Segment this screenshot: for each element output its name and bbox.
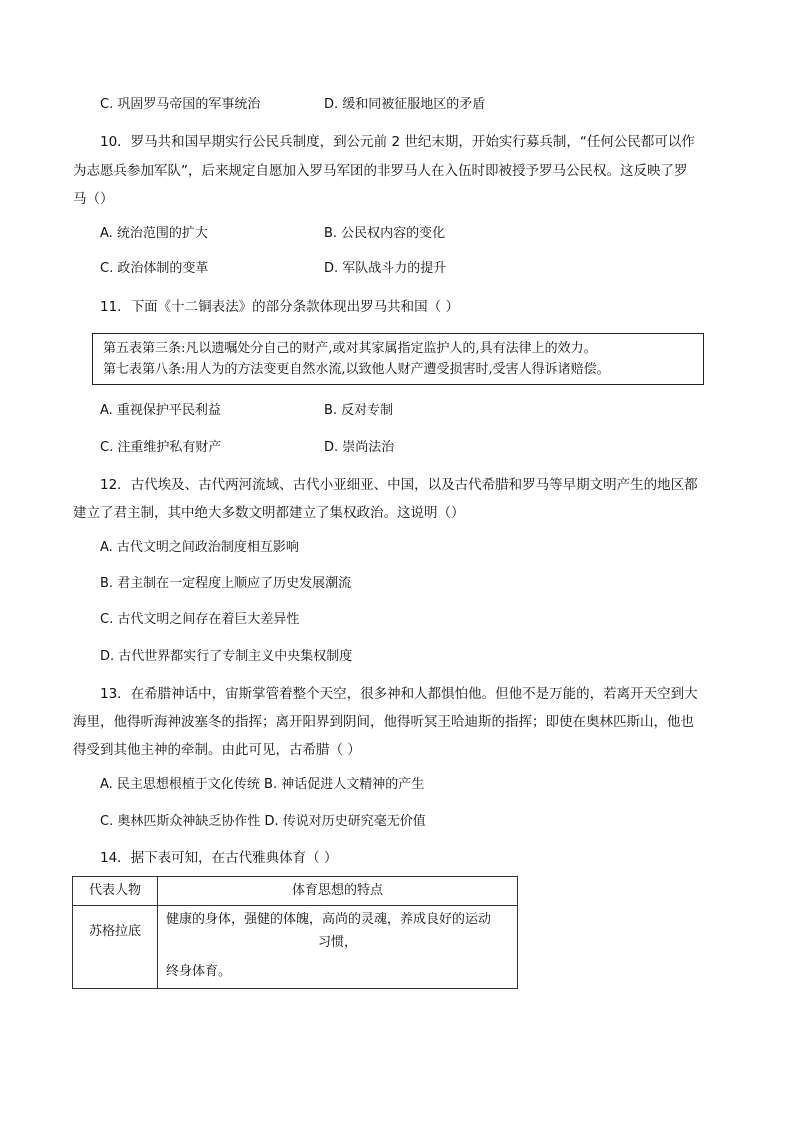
q11-option-d: D. 崇尚法治 xyxy=(324,440,395,455)
q10-stem-line2: 为志愿兵参加军队”，后来规定自愿加入罗马军团的非罗马人在入伍时即被授予罗马公民权。这反映了罗 xyxy=(73,163,688,179)
q11-option-a: A. 重视保护平民利益 xyxy=(100,403,221,418)
characteristics-line2: 习惯， xyxy=(317,935,357,950)
table-row xyxy=(73,906,518,989)
table-header-figure: 代表人物 xyxy=(73,877,158,906)
table-header-row xyxy=(73,877,518,906)
q12-option-d: D. 古代世界都实行了专制主义中央集权制度 xyxy=(100,649,353,664)
q11-option-c: C. 注重维护私有财产 xyxy=(100,440,222,455)
q12-stem-line2: 建立了君主制，其中绝大多数文明都建立了集权政治。这说明（） xyxy=(73,505,465,521)
q13-options-ab: A. 民主思想根植于文化传统 B. 神话促进人文精神的产生 xyxy=(100,777,425,792)
q10-option-c: C. 政治体制的变革 xyxy=(100,261,209,276)
characteristics-line1: 健康的身体，强健的体魄，高尚的灵魂，养成良好的运动 xyxy=(166,912,492,927)
q12-option-a: A. 古代文明之间政治制度相互影响 xyxy=(100,540,299,555)
q13-stem-line2: 海里，他得听海神波塞冬的指挥；离开阳界到阴间，他得听冥王哈迪斯的指挥；即使在奥林匹斯山，他也 xyxy=(73,714,694,730)
sports-thought-table xyxy=(72,876,518,989)
q10-stem-line3: 马（） xyxy=(73,191,114,207)
characteristics-line3: 终身体育。 xyxy=(166,964,232,979)
q12-stem-line1: 12．古代埃及、古代两河流域、古代小亚细亚、中国，以及古代希腊和罗马等早期文明产生的地区都 xyxy=(100,477,698,493)
q10-stem-line1: 10．罗马共和国早期实行公民兵制度，到公元前 2 世纪末期，开始实行募兵制，“任何公民都可以作 xyxy=(100,134,695,150)
q11-stem: 11．下面《十二铜表法》的部分条款体现出罗马共和国（ ） xyxy=(100,299,459,315)
q9-option-d: D. 缓和同被征服地区的矛盾 xyxy=(324,97,486,112)
table-cell-characteristics xyxy=(158,906,518,989)
q13-stem-line1: 13．在希腊神话中，宙斯掌管着整个天空，很多神和人都惧怕他。但他不是万能的，若离开天空到大 xyxy=(100,686,698,702)
q14-stem: 14．据下表可知，在古代雅典体育（ ） xyxy=(100,850,338,866)
law-excerpt-line1: 第五表第三条:凡以遗嘱处分自己的财产,或对其家属指定监护人的,具有法律上的效力。 xyxy=(103,341,597,356)
table-header-characteristics: 体育思想的特点 xyxy=(158,877,518,906)
q10-option-d: D. 军队战斗力的提升 xyxy=(324,261,447,276)
q10-option-a: A. 统治范围的扩大 xyxy=(100,226,208,241)
q12-option-b: B. 君主制在一定程度上顺应了历史发展潮流 xyxy=(100,576,352,591)
law-excerpt-line2: 第七表第八条:用人为的方法变更自然水流,以致他人财产遭受损害时,受害人得诉诸赔偿。 xyxy=(103,362,610,377)
q13-options-cd: C. 奥林匹斯众神缺乏协作性 D. 传说对历史研究毫无价值 xyxy=(100,814,426,829)
law-excerpt-box xyxy=(92,333,704,385)
table-cell-figure: 苏格拉底 xyxy=(73,906,158,989)
q11-option-b: B. 反对专制 xyxy=(324,403,394,418)
q9-option-c: C. 巩固罗马帝国的军事统治 xyxy=(100,97,261,112)
q10-option-b: B. 公民权内容的变化 xyxy=(324,226,446,241)
q12-option-c: C. 古代文明之间存在着巨大差异性 xyxy=(100,612,300,627)
q13-stem-line3: 得受到其他主神的牵制。由此可见，古希腊（ ） xyxy=(73,742,361,758)
